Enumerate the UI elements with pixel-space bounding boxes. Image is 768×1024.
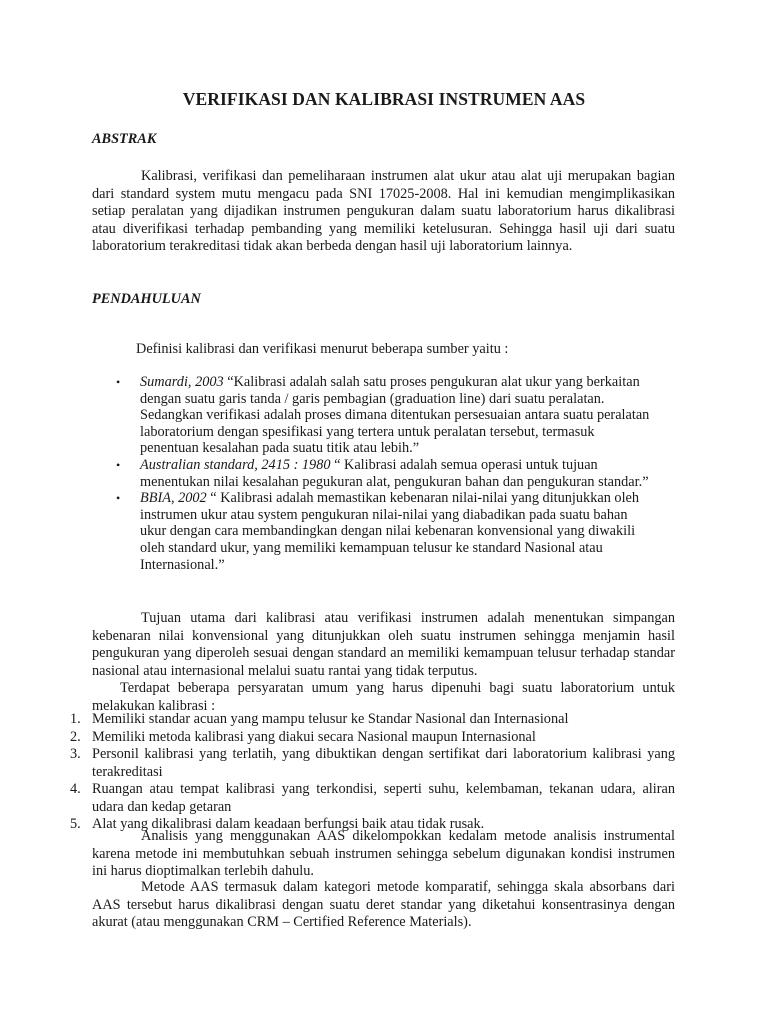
list-item: [116, 457, 656, 490]
list-item: [116, 490, 656, 573]
requirement-text: Memiliki metoda kalibrasi yang diakui secara Nasional maupun Internasional: [92, 728, 536, 745]
definition-list: [116, 374, 656, 573]
requirement-text: Memiliki standar acuan yang mampu telusur ke Standar Nasional dan Internasional: [92, 711, 569, 727]
definition-text: “ Kalibrasi adalah memastikan kebenaran nilai-nilai yang ditunjukkan oleh instrumen ukur atau system pengukuran nilai-nilai yang diabadikan pada suatu bahan ukur dengan cara membandingkan dengan nilai kebenaran konvensional yang diwakili oleh standard ukur, yang memiliki kemampuan telusur ke standard Nasional atau Internasional.”: [140, 490, 640, 573]
requirement-text: Alat yang dikalibrasi dalam keadaan berfungsi baik atau tidak rusak.: [92, 816, 485, 832]
bullet-icon: •: [116, 375, 121, 389]
list-item: [116, 374, 656, 457]
definition-source: Sumardi, 2003: [140, 374, 224, 390]
requirements-list: [70, 711, 675, 834]
method-paragraph: Metode AAS termasuk dalam kategori metode komparatif, sehingga skala absorbans dari AAS tersebut harus dikalibrasi dengan suatu deret standar yang diketahui konsentrasinya dengan akurat (atau menggunakan CRM – Certified Reference Materials).: [92, 879, 675, 930]
definition-text: “Kalibrasi adalah salah satu proses pengukuran alat ukur yang berkaitan dengan suatu garis tanda / garis pembagian (graduation line) dari suatu peralatan. Sedangkan verifikasi adalah proses dimana ditentukan persesuaian antara suatu peralatan laboratorium dengan spesifikasi yang tertera untuk peralatan tersebut, termasuk penentuan kesalahan pada suatu titik atau lebih.”: [140, 374, 650, 457]
list-number: 3.: [70, 746, 81, 762]
definition-text: “ Kalibrasi adalah semua operasi untuk tujuan menentukan nilai kesalahan pegukuran alat, pengukuran bahan dan pengukuran standar.”: [140, 456, 649, 490]
list-item: [70, 711, 675, 729]
requirement-text: Ruangan atau tempat kalibrasi yang terkondisi, seperti suhu, kelembaman, tekanan udara, aliran udara dan kedap getaran: [92, 781, 675, 815]
intro-heading: PENDAHULUAN: [92, 291, 201, 307]
definition-source: Australian standard, 2415 : 1980: [140, 456, 331, 473]
abstract-heading: ABSTRAK: [92, 131, 157, 147]
definition-intro: Definisi kalibrasi dan verifikasi menurut beberapa sumber yaitu :: [136, 341, 509, 357]
requirements-intro: Terdapat beberapa persyaratan umum yang harus dipenuhi bagi suatu laboratorium untuk melakukan kalibrasi :: [92, 680, 675, 714]
purpose-paragraph: Tujuan utama dari kalibrasi atau verifikasi instrumen adalah menentukan simpangan kebenaran nilai konvensional yang ditunjukkan oleh suatu instrumen sehingga menjamin hasil pengukuran yang diperoleh sesuai dengan standard an memiliki kemampuan telusur terhadap standar nasional atau internasional melalui suatu rantai yang tidak terputus.: [92, 610, 675, 679]
list-number: 5.: [70, 816, 81, 832]
list-number: 2.: [70, 728, 81, 745]
abstract-paragraph: Kalibrasi, verifikasi dan pemeliharaan instrumen alat ukur atau alat uji merupakan bagian dari standard system mutu mengacu pada SNI 17025-2008. Hal ini kemudian mengimplikasikan setiap peralatan yang dijadikan instrumen pengukuran dalam suatu laboratorium harus dikalibrasi atau diverifikasi terhadap pembanding yang memiliki ketelusuran. Sehingga hasil uji dari suatu laboratorium terakreditasi tidak akan berbeda dengan hasil uji laboratorium lainnya.: [92, 168, 675, 254]
list-number: 1.: [70, 711, 81, 727]
list-number: 4.: [70, 781, 81, 797]
requirement-text: Personil kalibrasi yang terlatih, yang dibuktikan dengan sertifikat dari laboratorium kalibrasi yang terakreditasi: [92, 746, 675, 780]
list-item: [70, 729, 675, 747]
list-item: [70, 781, 675, 816]
document-title: VERIFIKASI DAN KALIBRASI INSTRUMEN AAS: [182, 89, 586, 109]
list-item: [70, 746, 675, 781]
definition-source: BBIA, 2002: [140, 490, 207, 507]
analysis-paragraph: Analisis yang menggunakan AAS dikelompokkan kedalam metode analisis instrumental karena metode ini membutuhkan sebuah instrumen sehingga sebelum digunakan kondisi instrumen ini harus dioptimalkan terlebih dahulu.: [92, 828, 675, 879]
bullet-icon: •: [116, 457, 121, 472]
bullet-icon: •: [116, 491, 121, 506]
